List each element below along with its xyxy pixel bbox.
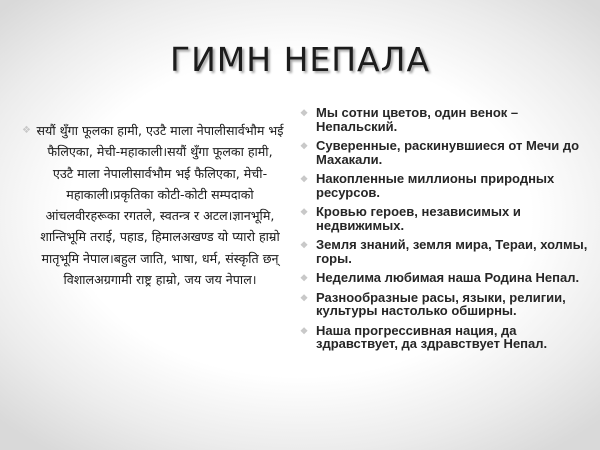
slide-title: ГИМН НЕПАЛА: [169, 40, 431, 79]
translation-item: [300, 205, 592, 232]
translation-item: [300, 291, 592, 318]
translation-item: [300, 271, 592, 285]
translation-item: [300, 324, 592, 351]
translation-item: [300, 172, 592, 199]
translation-text: Мы сотни цветов, один венок – Непальский.: [316, 105, 519, 134]
bullet-icon: ❖: [300, 207, 309, 217]
translation-item: [300, 238, 592, 265]
translation-item: [300, 106, 592, 133]
bullet-icon: ❖: [300, 141, 309, 151]
nepali-anthem-lyrics: सयौं थुँगा फूलका हामी, एउटै माला नेपालीसार्वभौम भई फैलिएका, मेची-महाकाली।सयौं थुँगा फूलका हामी, एउटै माला नेपालीसार्वभौम भई फैलिएका, मेची-महाकाली।प्रकृतिका कोटी-कोटी सम्पदाको आंचलवीरहरूका रगतले, स्वतन्त्र र अटल।ज्ञानभूमि, शान्तिभूमि तराई, पहाड, हिमालअखण्ड यो प्यारो हाम्रो मातृभूमि नेपाल।बहुल जाति, भाषा, धर्म, संस्कृति छन् विशालअग्रगामी राष्ट्र हाम्रो, जय जय नेपाल।: [36, 123, 284, 288]
bullet-icon: ❖: [300, 292, 309, 303]
russian-translation-list: [300, 106, 592, 357]
bullet-icon: ❖: [22, 125, 31, 136]
translation-text: Наша прогрессивная нация, да здравствует, да здравствует Непал.: [316, 322, 548, 351]
translation-text: Земля знаний, земля мира, Тераи, холмы, горы.: [316, 237, 588, 266]
translation-text: Кровью героев, независимых и недвижимых.: [316, 204, 521, 233]
bullet-icon: ❖: [300, 174, 309, 184]
bullet-icon: ❖: [300, 325, 309, 336]
nepali-anthem-text: [22, 120, 284, 290]
translation-item: [300, 139, 592, 166]
nepali-anthem-column: [22, 120, 284, 290]
translation-text: Накопленные миллионы природных ресурсов.: [316, 171, 555, 200]
bullet-icon: ❖: [300, 108, 309, 118]
bullet-icon: ❖: [300, 240, 309, 250]
translation-text: Суверенные, раскинувшиеся от Мечи до Махакали.: [316, 138, 580, 167]
translation-text: Неделима любимая наша Родина Непал.: [316, 270, 580, 285]
translation-text: Разнообразные расы, языки, религии, культуры настолько обширны.: [316, 289, 566, 318]
bullet-icon: ❖: [300, 273, 309, 283]
